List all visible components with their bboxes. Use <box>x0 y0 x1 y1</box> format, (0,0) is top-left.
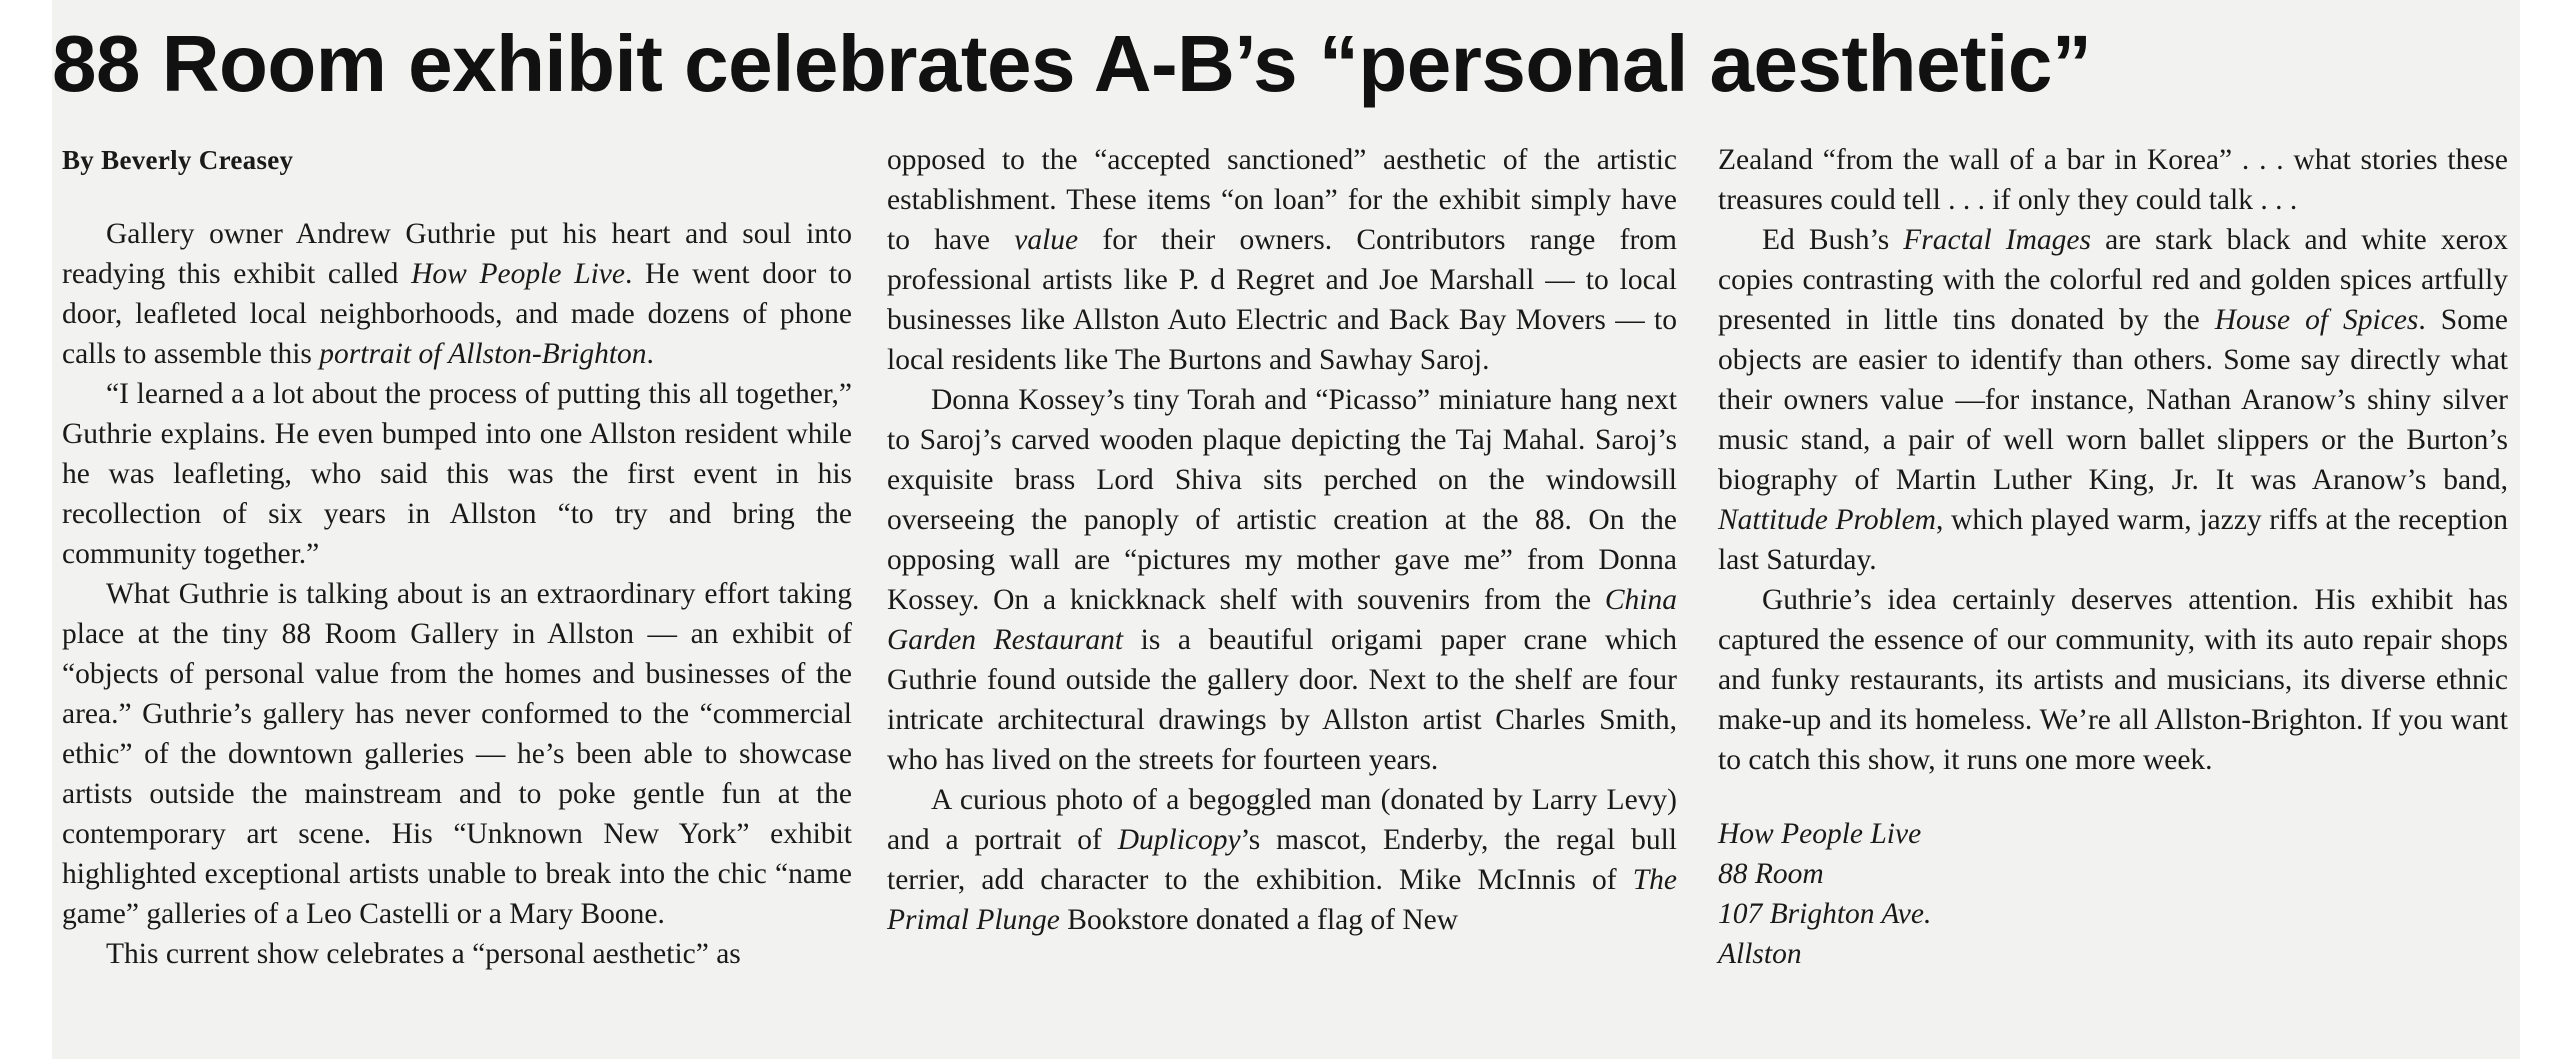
paragraph <box>887 140 1677 380</box>
column-2 <box>887 140 1677 940</box>
text-run: This current show celebrates a “personal aesthetic” as <box>106 938 741 970</box>
text-run: . <box>646 338 654 370</box>
italic-text: The Primal Plunge <box>887 864 1677 936</box>
italic-text: Duplicopy <box>1117 824 1241 856</box>
page-margin-left <box>0 0 52 1059</box>
paragraph <box>1718 580 2508 780</box>
italic-text: How People Live <box>411 258 625 290</box>
column-1-body <box>62 214 852 974</box>
paragraph <box>62 934 852 974</box>
text-run: Gallery owner Andrew Guthrie put his heart and soul into readying this exhibit called <box>62 218 852 290</box>
text-run: Donna Kossey’s tiny Torah and “Picasso” miniature hang next to Saroj’s carved wooden plaque depicting the Taj Mahal. Saroj’s exquisite brass Lord Shiva sits perched on the windowsill overseeing the panoply of artistic creation at the 88. On the opposing wall are “pictures my mother gave me” from Donna Kossey. On a knickknack shelf with souvenirs from the <box>887 384 1677 616</box>
text-run: Guthrie’s idea certainly deserves attention. His exhibit has captured the essence of our community, with its auto repair shops and funky restaurants, its artists and musicians, its diverse ethnic make-up and its homeless. We’re all Allston-Brighton. If you want to catch this show, it runs one more week. <box>1718 584 2508 776</box>
text-run: . He went door to door, leafleted local neighborhoods, and made dozens of phone calls to assemble this <box>62 258 852 370</box>
italic-text: Nattitude Problem <box>1718 504 1936 536</box>
text-run: are stark black and white xerox copies contrasting with the colorful red and golden spices artfully presented in little tins donated by the <box>1718 224 2508 336</box>
text-run: “I learned a a lot about the process of putting this all together,” Guthrie explains. He even bumped into one Allston resident while he was leafleting, who said this was the first event in his recollection of six years in Allston “to try and bring the community together.” <box>62 378 852 570</box>
italic-text: China Garden Restaurant <box>887 584 1677 656</box>
page-margin-right <box>2520 0 2560 1059</box>
paragraph <box>62 214 852 374</box>
exhibit-info-line: 88 Room <box>1718 858 1824 890</box>
exhibit-info <box>1718 814 2508 974</box>
column-3-body <box>1718 140 2508 780</box>
italic-text: portrait of Allston-Brighton <box>319 338 647 370</box>
exhibit-info-line: How People Live <box>1718 818 1922 850</box>
paragraph <box>62 574 852 934</box>
paragraph <box>887 380 1677 780</box>
text-run: What Guthrie is talking about is an extraordinary effort taking place at the tiny 88 Room Gallery in Allston — an exhibit of “objects of personal value from the homes and businesses of the area.” Guthrie’s gallery has never conformed to the “commercial ethic” of the downtown galleries — he’s been able to showcase artists outside the mainstream and to poke gentle fun at the contemporary art scene. His “Unknown New York” exhibit highlighted exceptional artists unable to break into the chic “name game” galleries of a Leo Castelli or a Mary Boone. <box>62 578 852 930</box>
text-run: A curious photo of a begoggled man (donated by Larry Levy) and a portrait of <box>887 784 1677 856</box>
text-run: ’s mascot, Enderby, the regal bull terrier, add character to the exhibition. Mike McInnis of <box>887 824 1677 896</box>
text-run: for their owners. Contributors range from professional artists like P. d Regret and Joe Marshall — to local businesses like Allston Auto Electric and Back Bay Movers — to local residents like The Burtons and Sawhay Saroj. <box>887 224 1677 376</box>
exhibit-info-line: 107 Brighton Ave. <box>1718 898 1932 930</box>
text-run: opposed to the “accepted sanctioned” aesthetic of the artistic establishment. These items “on loan” for the exhibit simply have to have <box>887 144 1677 256</box>
paragraph <box>62 374 852 574</box>
italic-text: Fractal Images <box>1903 224 2092 256</box>
column-1 <box>62 140 852 974</box>
paragraph <box>1718 140 2508 220</box>
exhibit-info-line: Allston <box>1718 938 1802 970</box>
text-run: Zealand “from the wall of a bar in Korea” . . . what stories these treasures could tell . . . if only they could talk . . . <box>1718 144 2508 216</box>
column-2-body <box>887 140 1677 940</box>
text-run: , which played warm, jazzy riffs at the reception last Saturday. <box>1718 504 2508 576</box>
text-run: Ed Bush’s <box>1762 224 1904 256</box>
paragraph <box>1718 220 2508 580</box>
italic-text: House of Spices <box>2214 304 2419 336</box>
column-3 <box>1718 140 2508 974</box>
byline: By Beverly Creasey <box>62 145 294 175</box>
italic-text: value <box>1014 224 1079 256</box>
text-run: . Some objects are easier to identify than others. Some say directly what their owners value —for instance, Nathan Aranow’s shiny silver music stand, a pair of well worn ballet slippers or the Burton’s biography of Martin Luther King, Jr. It was Aranow’s band, <box>1718 304 2508 496</box>
text-run: is a beautiful origami paper crane which Guthrie found outside the gallery door. Next to the shelf are four intricate architectural drawings by Allston artist Charles Smith, who has lived on the streets for fourteen years. <box>887 624 1678 776</box>
paragraph <box>887 780 1677 940</box>
headline: 88 Room exhibit celebrates A-B’s “personal aesthetic” <box>52 19 2092 108</box>
text-run: Bookstore donated a flag of New <box>1059 904 1459 936</box>
